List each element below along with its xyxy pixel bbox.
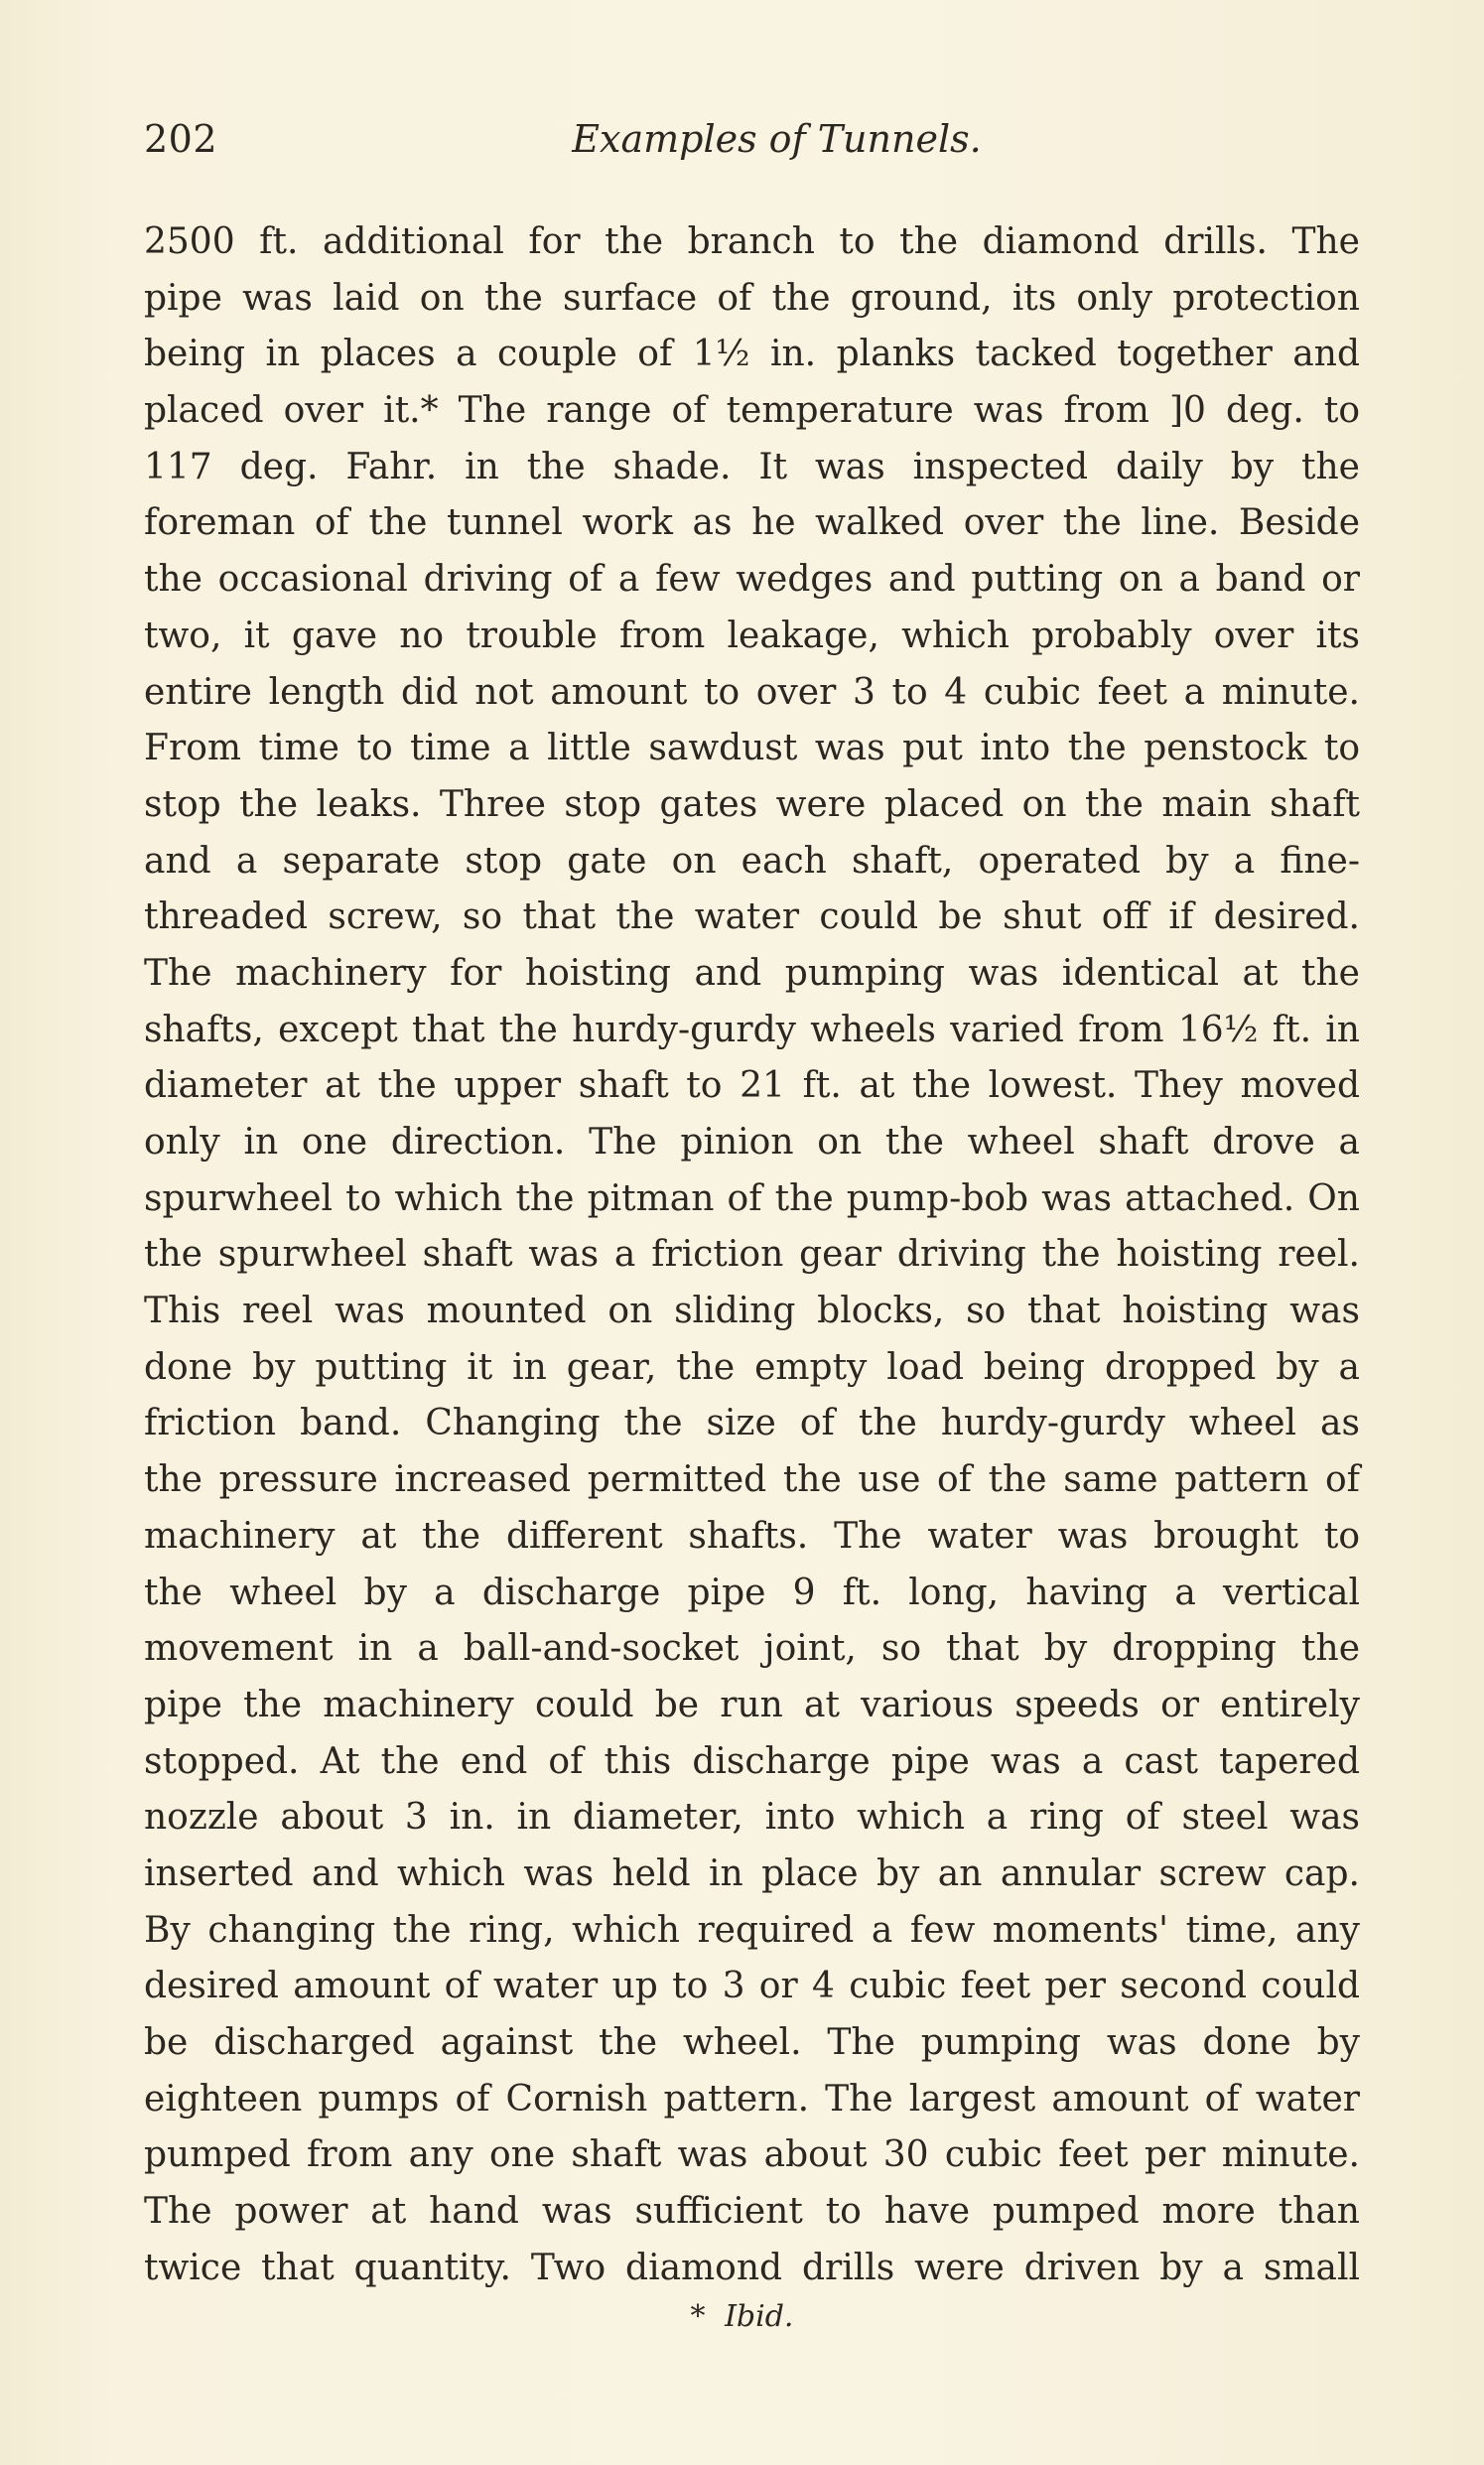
text-line: entire length did not amount to over 3 to 4 cubic feet a minute. [144,671,1360,713]
text-line: diameter at the upper shaft to 21 ft. at the lowest. They moved [144,1065,1360,1107]
text-line: the occasional driving of a few wedges and putting on a band or [144,559,1360,601]
text-line: eighteen pumps of Cornish pattern. The largest amount of water [144,2078,1360,2120]
text-line: the spurwheel shaft was a friction gear driving the hoisting reel. [144,1234,1360,1276]
text-line: The machinery for hoisting and pumping was identical at the [144,952,1360,994]
text-line: stopped. At the end of this discharge pipe was a cast tapered [144,1740,1360,1782]
text-line: From time to time a little sawdust was put into the penstock to [144,728,1360,769]
text-line: The power at hand was sufficient to have pumped more than [144,2191,1360,2233]
text-line: placed over it.* The range of temperature was from ]0 deg. to [144,390,1360,432]
text-line: spurwheel to which the pitman of the pump-bob was attached. On [144,1177,1360,1219]
footnote-mark: * [690,2299,706,2334]
text-line: be discharged against the wheel. The pumping was done by [144,2022,1360,2063]
text-line: pipe the machinery could be run at various speeds or entirely [144,1684,1360,1725]
running-title: Examples of Tunnels. [572,117,982,161]
text-line: machinery at the different shafts. The water was brought to [144,1515,1360,1557]
text-line: done by putting it in gear, the empty load being dropped by a [144,1346,1360,1388]
page-number: 202 [144,117,218,161]
page-header [144,117,1360,177]
text-line: pumped from any one shaft was about 30 cubic feet per minute. [144,2134,1360,2176]
text-line: movement in a ball-and-socket joint, so that by dropping the [144,1628,1360,1670]
text-line: shafts, except that the hurdy-gurdy wheels varied from 16½ ft. in [144,1009,1360,1050]
text-line: the wheel by a discharge pipe 9 ft. long, having a vertical [144,1572,1360,1613]
text-line: This reel was mounted on sliding blocks, so that hoisting was [144,1291,1360,1332]
text-line: two, it gave no trouble from leakage, which probably over its [144,615,1360,656]
footnote-text: Ibid. [725,2299,794,2334]
text-line: only in one direction. The pinion on the wheel shaft drove a [144,1122,1360,1163]
text-line: the pressure increased permitted the use of the same pattern of [144,1459,1360,1501]
body-text [144,214,1360,2296]
footnote [0,2299,1484,2334]
text-line: friction band. Changing the size of the hurdy-gurdy wheel as [144,1403,1360,1444]
text-line: inserted and which was held in place by an annular screw cap. [144,1852,1360,1894]
text-line: pipe was laid on the surface of the ground, its only protection [144,277,1360,319]
text-line: foreman of the tunnel work as he walked over the line. Beside [144,502,1360,544]
text-line: twice that quantity. Two diamond drills were driven by a small [144,2247,1360,2288]
text-line: stop the leaks. Three stop gates were placed on the main shaft [144,783,1360,825]
text-line: desired amount of water up to 3 or 4 cubic feet per second could [144,1966,1360,2007]
text-line: By changing the ring, which required a few moments' time, any [144,1909,1360,1951]
text-line: 117 deg. Fahr. in the shade. It was inspected daily by the [144,446,1360,487]
text-line: nozzle about 3 in. in diameter, into which a ring of steel was [144,1797,1360,1839]
text-line: being in places a couple of 1½ in. planks tacked together and [144,334,1360,375]
text-line: and a separate stop gate on each shaft, operated by a fine- [144,840,1360,882]
text-line: 2500 ft. additional for the branch to the diamond drills. The [144,221,1360,262]
text-line: threaded screw, so that the water could be shut off if desired. [144,896,1360,938]
